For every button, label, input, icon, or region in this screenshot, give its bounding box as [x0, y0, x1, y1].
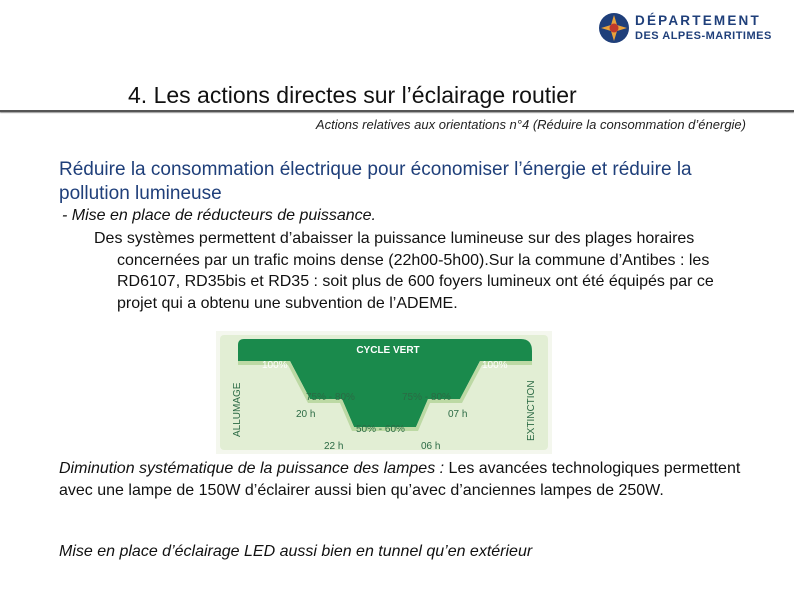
- title-divider: [0, 110, 794, 112]
- body-paragraph: Des systèmes permettent d’abaisser la puissance lumineuse sur des plages horaires concernées par un trafic moins dense (22h00-5h00).Sur la commune d’Antibes : les RD6107, RD35bis et RD35 : soit plus de 600 foyers lumineux ont été équipés par ce projet qui a obtenu une subvention de l’ADEME.: [94, 230, 714, 312]
- time-label-2: 22 h: [324, 441, 344, 452]
- cycle-vert-diagram: [216, 331, 552, 454]
- level-full-left: 100%: [262, 360, 288, 371]
- lamp-power-text: Les avancées technologiques permettent avec une lampe de 150W d’éclairer aussi bien qu’avec d’anciennes lampes de 250W.: [59, 460, 741, 499]
- left-axis-label: ALLUMAGE: [232, 382, 243, 437]
- level-low: 50% - 60%: [356, 424, 405, 435]
- lamp-power-lead: Diminution systématique de la puissance des lampes :: [59, 460, 445, 477]
- time-label-4: 07 h: [448, 409, 468, 420]
- diagram-title: CYCLE VERT: [356, 345, 420, 356]
- lamp-power-paragraph: [59, 458, 749, 502]
- time-label-3: 06 h: [421, 441, 441, 452]
- section-heading: Réduire la consommation électrique pour économiser l’énergie et réduire la pollution lumineuse: [59, 159, 692, 204]
- level-mid-left: 75% - 80%: [306, 392, 355, 403]
- level-mid-right: 75% - 80%: [402, 392, 451, 403]
- slide-subtitle: Actions relatives aux orientations n°4 (Réduire la consommation d’énergie): [315, 117, 746, 132]
- level-full-right: 100%: [482, 360, 508, 371]
- time-label-1: 20 h: [296, 409, 316, 420]
- department-logo: [598, 10, 788, 46]
- logo-emblem-icon: [598, 12, 630, 44]
- logo-line-2: DES ALPES-MARITIMES: [635, 30, 772, 42]
- led-paragraph: Mise en place d’éclairage LED aussi bien en tunnel qu’en extérieur: [59, 543, 533, 560]
- right-axis-label: EXTINCTION: [526, 380, 537, 441]
- slide-title: 4. Les actions directes sur l’éclairage routier: [128, 82, 577, 108]
- bullet-title: - Mise en place de réducteurs de puissance.: [62, 207, 376, 224]
- logo-line-1: DÉPARTEMENT: [635, 13, 761, 28]
